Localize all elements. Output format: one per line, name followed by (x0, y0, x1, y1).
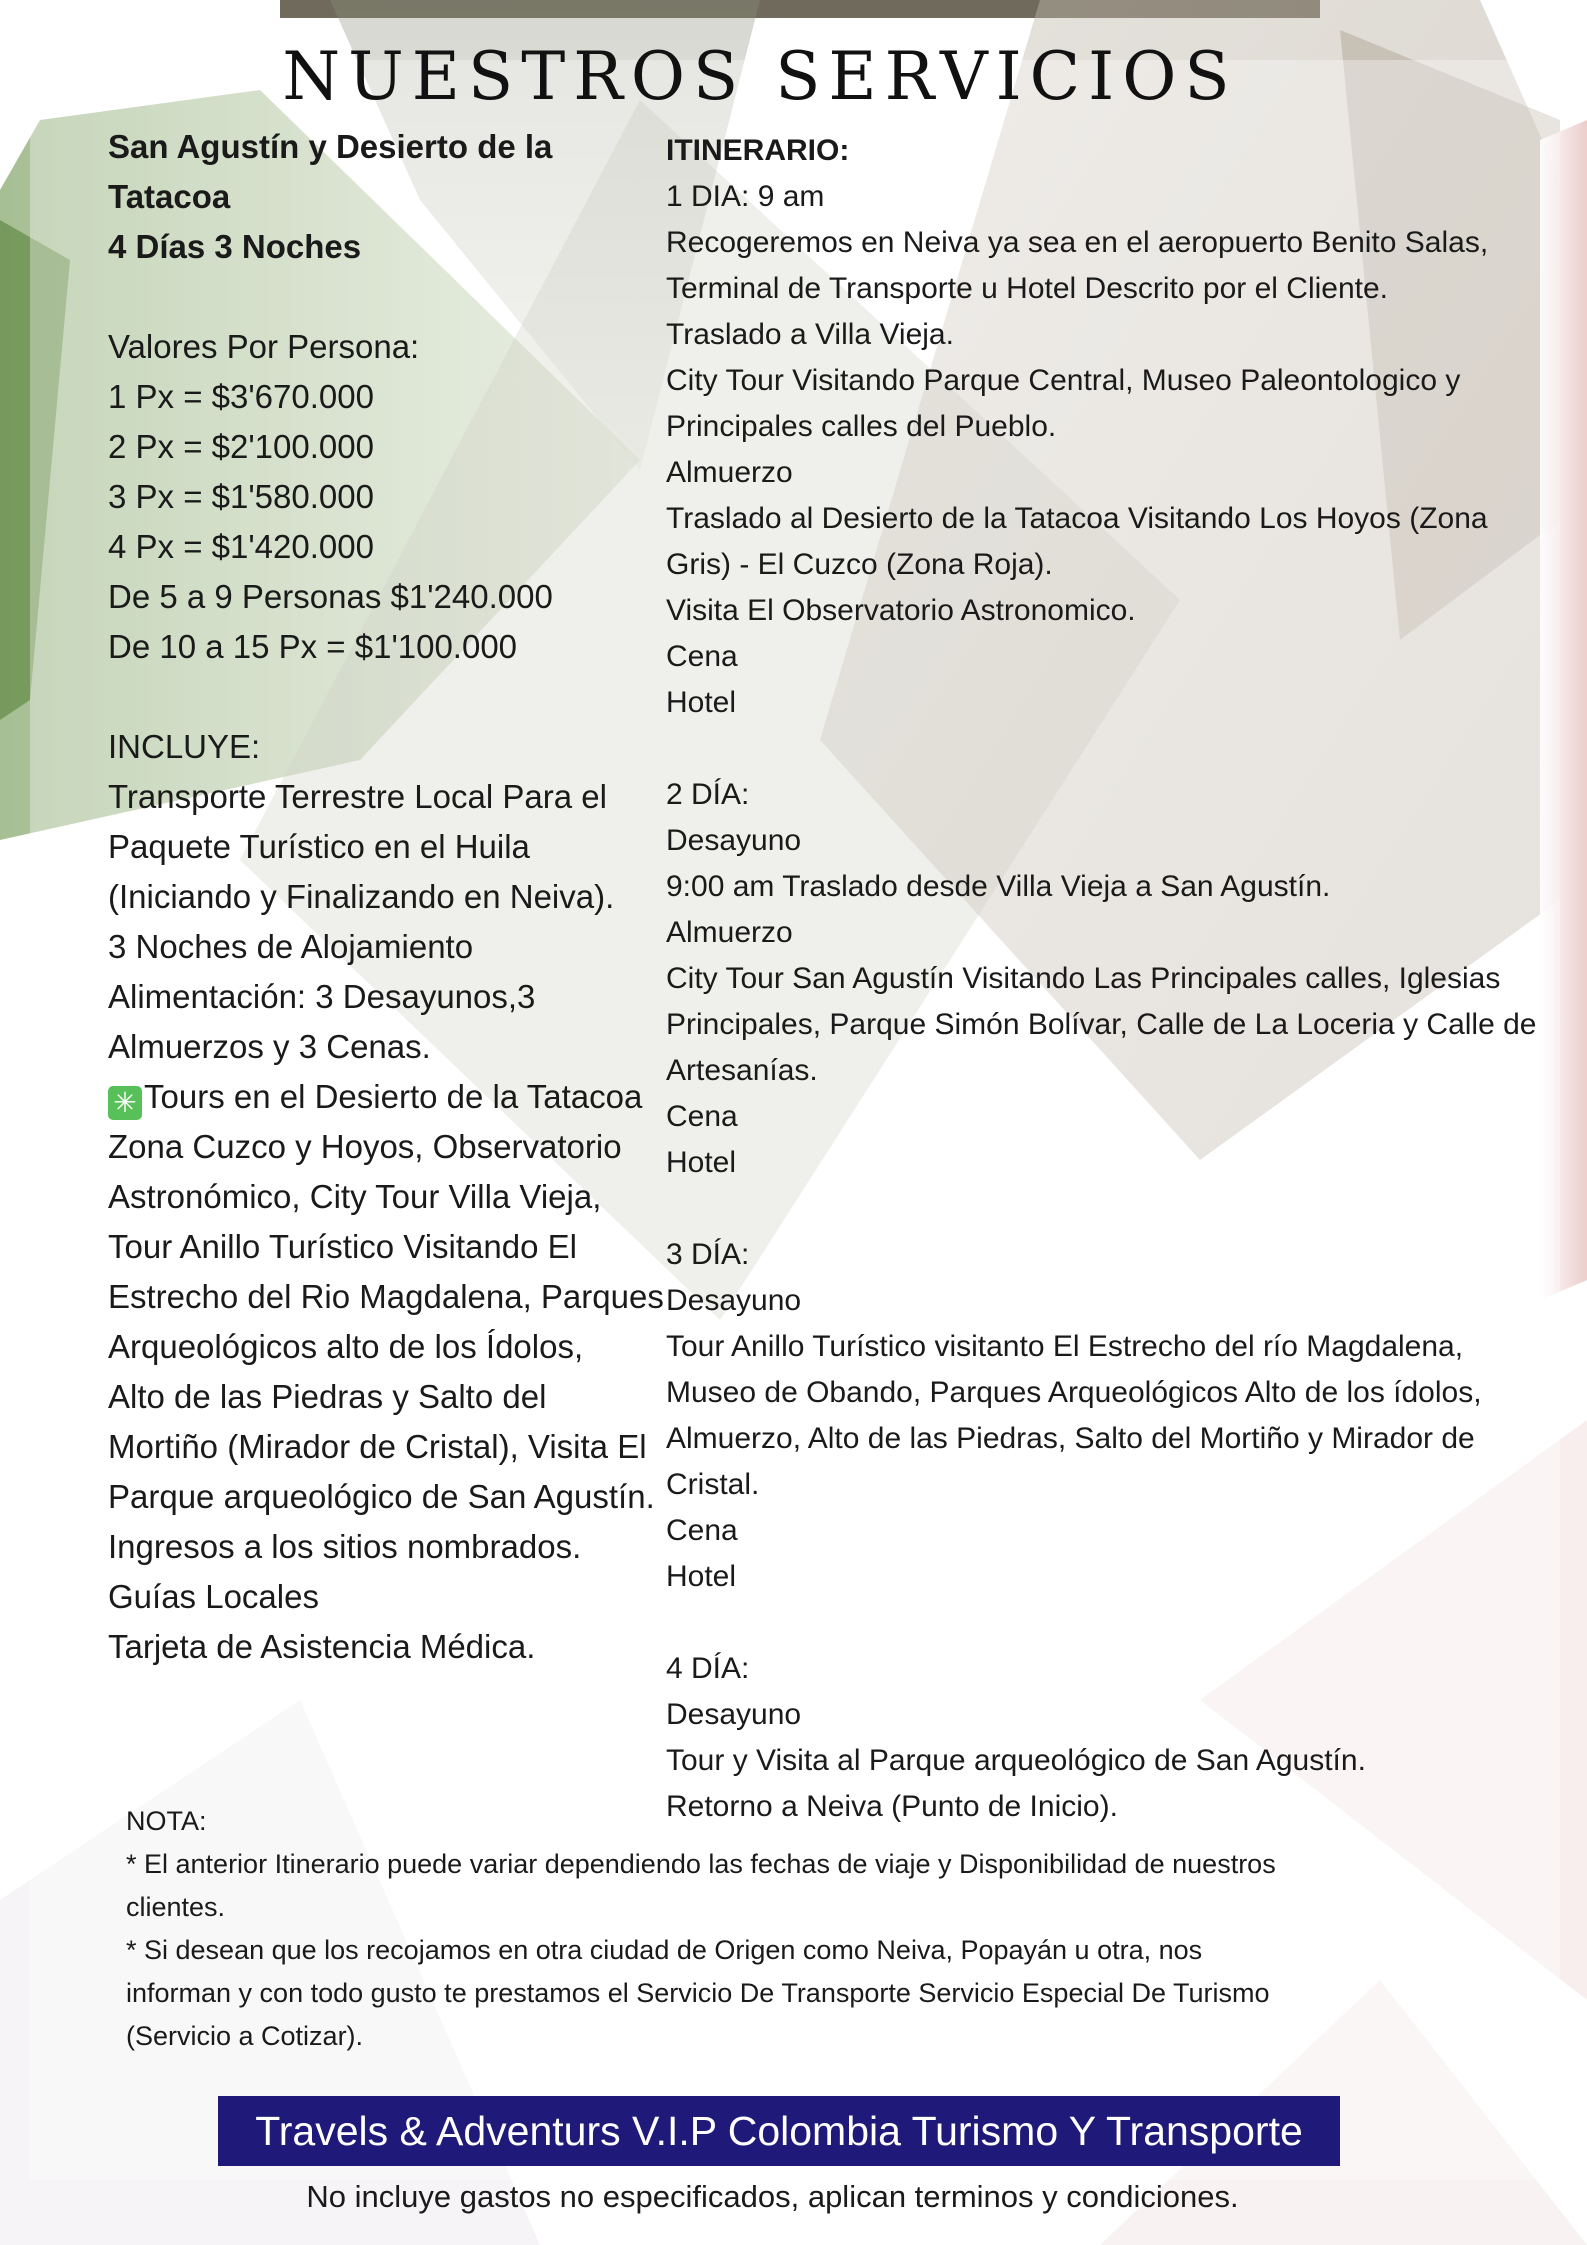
includes-line: 3 Noches de Alojamiento (108, 928, 474, 965)
note-line: clientes. (126, 1892, 226, 1922)
tours-line: Parque arqueológico de San Agustín. (108, 1478, 655, 1515)
itinerary-line: Cena (666, 1514, 738, 1547)
itinerary-line: Museo de Obando, Parques Arqueológicos Alto de los ídolos, (666, 1376, 1482, 1409)
itinerary-line: City Tour San Agustín Visitando Las Principales calles, Iglesias (666, 962, 1501, 995)
tours-line: Tarjeta de Asistencia Médica. (108, 1628, 536, 1665)
note-line: informan y con todo gusto te prestamos el Servicio De Transporte Servicio Especial De Turismo (126, 1978, 1270, 2008)
note-heading: NOTA: (126, 1806, 207, 1836)
itinerary-line: Visita El Observatorio Astronomico. (666, 594, 1136, 627)
day-label: 3 DÍA: (666, 1238, 750, 1271)
day-label: 2 DÍA: (666, 778, 750, 811)
prices-heading: Valores Por Persona: (108, 328, 420, 365)
itinerary-line: Hotel (666, 1146, 737, 1179)
day-label: 4 DÍA: (666, 1652, 750, 1685)
itinerary-line: Cristal. (666, 1468, 760, 1501)
itinerary-line: Hotel (666, 1560, 737, 1593)
price-item: 4 Px = $1'420.000 (108, 528, 374, 565)
package-name-line1: San Agustín y Desierto de la (108, 128, 553, 165)
tours-line: Alto de las Piedras y Salto del (108, 1378, 547, 1415)
itinerary-line: Desayuno (666, 824, 802, 857)
itinerary-line: Almuerzo, Alto de las Piedras, Salto del Mortiño y Mirador de (666, 1422, 1475, 1455)
note-line: (Servicio a Cotizar). (126, 2021, 364, 2051)
itinerary-line: City Tour Visitando Parque Central, Museo Paleontologico y (666, 364, 1461, 397)
itinerary-line: Desayuno (666, 1698, 802, 1731)
itinerary-line: Cena (666, 1100, 738, 1133)
price-item: 2 Px = $2'100.000 (108, 428, 374, 465)
includes-line: Paquete Turístico en el Huila (108, 828, 530, 865)
page-title: NUESTROS SERVICIOS (282, 38, 1238, 115)
itinerary-line: Hotel (666, 686, 737, 719)
note-section (126, 1800, 1386, 2058)
itinerary-line: Traslado a Villa Vieja. (666, 318, 954, 351)
tours-line-first (108, 1072, 668, 1122)
itinerary-line: Desayuno (666, 1284, 802, 1317)
package-name-line2: Tatacoa (108, 178, 231, 215)
package-details (108, 122, 668, 1672)
tours-line: Estrecho del Rio Magdalena, Parques (108, 1278, 664, 1315)
itinerary-line: Tour Anillo Turístico visitanto El Estrecho del río Magdalena, (666, 1330, 1464, 1363)
tours-line: Tour Anillo Turístico Visitando El (108, 1228, 577, 1265)
tours-line: Ingresos a los sitios nombrados. (108, 1528, 582, 1565)
company-banner: Travels & Adventurs V.I.P Colombia Turismo Y Transporte (218, 2096, 1340, 2166)
includes-line: (Iniciando y Finalizando en Neiva). (108, 878, 615, 915)
note-line: * El anterior Itinerario puede variar dependiendo las fechas de viaje y Disponibilidad de nuestros (126, 1849, 1276, 1879)
price-item: De 5 a 9 Personas $1'240.000 (108, 578, 553, 615)
sparkle-icon: ✳ (108, 1086, 142, 1120)
itinerary-line: Almuerzo (666, 456, 793, 489)
price-item: De 10 a 15 Px = $1'100.000 (108, 628, 518, 665)
price-item: 3 Px = $1'580.000 (108, 478, 374, 515)
itinerary (666, 128, 1566, 1830)
itinerary-line: Traslado al Desierto de la Tatacoa Visitando Los Hoyos (Zona (666, 502, 1488, 535)
itinerary-line: Terminal de Transporte u Hotel Descrito por el Cliente. (666, 272, 1388, 305)
itinerary-line: Artesanías. (666, 1054, 818, 1087)
day-label: 1 DIA: 9 am (666, 180, 825, 213)
tours-line: Astronómico, City Tour Villa Vieja, (108, 1178, 602, 1215)
itinerary-line: Tour y Visita al Parque arqueológico de San Agustín. (666, 1744, 1366, 1777)
tours-line: Guías Locales (108, 1578, 319, 1615)
itinerary-line: Almuerzo (666, 916, 793, 949)
itinerary-line: 9:00 am Traslado desde Villa Vieja a San Agustín. (666, 870, 1331, 903)
itinerary-heading: ITINERARIO: (666, 134, 850, 167)
itinerary-line: Principales, Parque Simón Bolívar, Calle de La Loceria y Calle de (666, 1008, 1537, 1041)
itinerary-line: Principales calles del Pueblo. (666, 410, 1057, 443)
tours-first-text: Tours en el Desierto de la Tatacoa (144, 1078, 643, 1115)
price-item: 1 Px = $3'670.000 (108, 378, 374, 415)
includes-line: Transporte Terrestre Local Para el (108, 778, 607, 815)
tours-line: Mortiño (Mirador de Cristal), Visita El (108, 1428, 647, 1465)
includes-line: Alimentación: 3 Desayunos,3 (108, 978, 536, 1015)
itinerary-line: Cena (666, 640, 738, 673)
note-line: * Si desean que los recojamos en otra ciudad de Origen como Neiva, Popayán u otra, nos (126, 1935, 1203, 1965)
tours-line: Arqueológicos alto de los Ídolos, (108, 1328, 584, 1365)
package-duration: 4 Días 3 Noches (108, 228, 362, 265)
includes-heading: INCLUYE: (108, 728, 261, 765)
itinerary-line: Retorno a Neiva (Punto de Inicio). (666, 1790, 1118, 1823)
includes-line: Almuerzos y 3 Cenas. (108, 1028, 431, 1065)
itinerary-line: Recogeremos en Neiva ya sea en el aeropuerto Benito Salas, (666, 226, 1489, 259)
itinerary-line: Gris) - El Cuzco (Zona Roja). (666, 548, 1053, 581)
footer-disclaimer: No incluye gastos no especificados, aplican terminos y condiciones. (306, 2179, 1239, 2214)
tours-line: Zona Cuzco y Hoyos, Observatorio (108, 1128, 622, 1165)
